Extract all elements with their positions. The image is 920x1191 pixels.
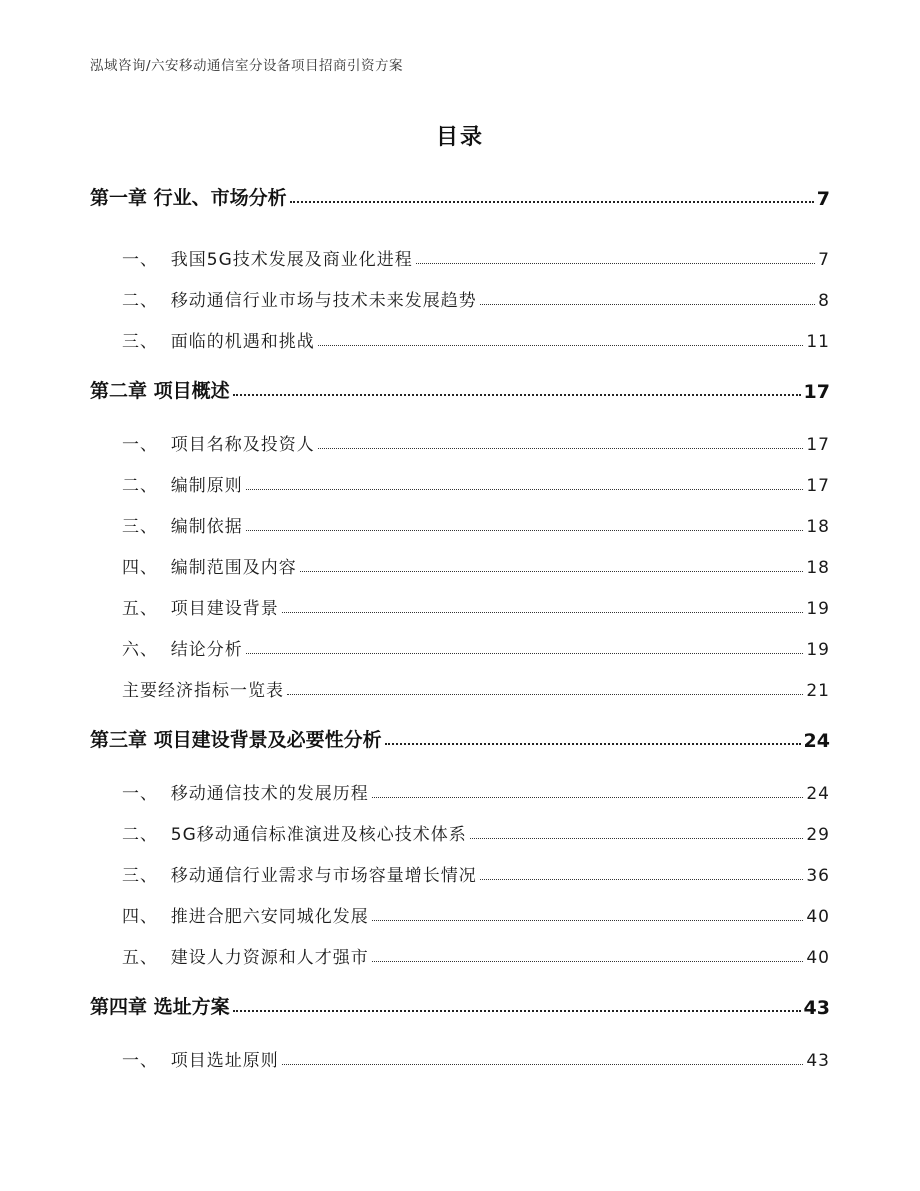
toc-page-number: 40 (806, 948, 830, 968)
toc-entry-label: 一、 移动通信技术的发展历程 (122, 784, 369, 804)
toc-page-number: 19 (806, 599, 830, 619)
dot-leader (233, 393, 801, 396)
toc-chapter-entry[interactable] (90, 989, 830, 1019)
toc-page-number: 8 (818, 291, 830, 311)
toc-entry-label: 四、 编制范围及内容 (122, 558, 297, 578)
dot-leader (416, 262, 815, 264)
page-title: 目录 (435, 125, 484, 150)
toc-page-number: 24 (806, 784, 830, 804)
toc-page-number: 18 (806, 558, 830, 578)
toc-section-entry[interactable] (90, 774, 830, 804)
toc-section-entry[interactable] (90, 897, 830, 927)
toc-page-number: 36 (806, 866, 830, 886)
toc-section-entry[interactable] (90, 425, 830, 455)
toc-chapter-entry[interactable] (90, 180, 830, 210)
toc-page-number: 18 (806, 517, 830, 537)
toc-entry-label: 一、 项目名称及投资人 (122, 435, 315, 455)
dot-leader (287, 693, 803, 695)
toc-section-entry[interactable] (90, 281, 830, 311)
toc-page-number: 17 (803, 381, 830, 403)
dot-leader (233, 1009, 801, 1012)
toc-section-entry[interactable] (90, 815, 830, 845)
dot-leader (372, 960, 804, 962)
dot-leader (290, 200, 814, 203)
toc-entry-label: 一、 项目选址原则 (122, 1051, 279, 1071)
toc-entry-label: 三、 编制依据 (122, 517, 243, 537)
toc-entry-label: 二、 移动通信行业市场与技术未来发展趋势 (122, 291, 477, 311)
toc-page-number: 7 (816, 188, 830, 210)
running-header: 泓域咨询/六安移动通信室分设备项目招商引资方案 (90, 58, 404, 74)
toc-page-number: 11 (806, 332, 830, 352)
toc-entry-label: 三、 移动通信行业需求与市场容量增长情况 (122, 866, 477, 886)
toc-page-number: 29 (806, 825, 830, 845)
toc-entry-label: 主要经济指标一览表 (122, 681, 284, 701)
dot-leader (318, 344, 804, 346)
toc-section-entry[interactable] (90, 671, 830, 701)
toc-page-number: 24 (803, 730, 830, 752)
dot-leader (282, 1063, 804, 1065)
toc-page-number: 40 (806, 907, 830, 927)
toc-entry-label: 六、 结论分析 (122, 640, 243, 660)
toc-entry-label: 第三章 项目建设背景及必要性分析 (90, 729, 382, 751)
dot-leader (318, 447, 804, 449)
toc-section-entry[interactable] (90, 322, 830, 352)
toc-chapter-entry[interactable] (90, 373, 830, 403)
dot-leader (372, 919, 804, 921)
toc-entry-label: 第一章 行业、市场分析 (90, 187, 287, 209)
toc-page-number: 43 (803, 997, 830, 1019)
dot-leader (385, 742, 801, 745)
dot-leader (372, 796, 804, 798)
toc-page-number: 17 (806, 435, 830, 455)
dot-leader (246, 529, 804, 531)
dot-leader (246, 652, 804, 654)
dot-leader (480, 303, 815, 305)
toc-chapter-entry[interactable] (90, 722, 830, 752)
toc-page-number: 19 (806, 640, 830, 660)
toc-entry-label: 二、 5G移动通信标准演进及核心技术体系 (122, 825, 467, 845)
dot-leader (246, 488, 804, 490)
toc-entry-label: 五、 项目建设背景 (122, 599, 279, 619)
toc-section-entry[interactable] (90, 589, 830, 619)
toc-page-number: 21 (806, 681, 830, 701)
dot-leader (282, 611, 804, 613)
toc-section-entry[interactable] (90, 507, 830, 537)
dot-leader (480, 878, 804, 880)
toc-entry-label: 第四章 选址方案 (90, 996, 230, 1018)
toc-section-entry[interactable] (90, 240, 830, 270)
toc-section-entry[interactable] (90, 938, 830, 968)
toc-section-entry[interactable] (90, 630, 830, 660)
toc-entry-label: 三、 面临的机遇和挑战 (122, 332, 315, 352)
toc-section-entry[interactable] (90, 856, 830, 886)
toc-section-entry[interactable] (90, 466, 830, 496)
toc-page-number: 43 (806, 1051, 830, 1071)
toc-entry-label: 五、 建设人力资源和人才强市 (122, 948, 369, 968)
toc-section-entry[interactable] (90, 548, 830, 578)
dot-leader (300, 570, 804, 572)
toc-entry-label: 一、 我国5G技术发展及商业化进程 (122, 250, 413, 270)
toc-section-entry[interactable] (90, 1041, 830, 1071)
toc-page-number: 17 (806, 476, 830, 496)
dot-leader (470, 837, 804, 839)
toc-page-number: 7 (818, 250, 830, 270)
toc-entry-label: 四、 推进合肥六安同城化发展 (122, 907, 369, 927)
toc-entry-label: 第二章 项目概述 (90, 380, 230, 402)
toc-entry-label: 二、 编制原则 (122, 476, 243, 496)
